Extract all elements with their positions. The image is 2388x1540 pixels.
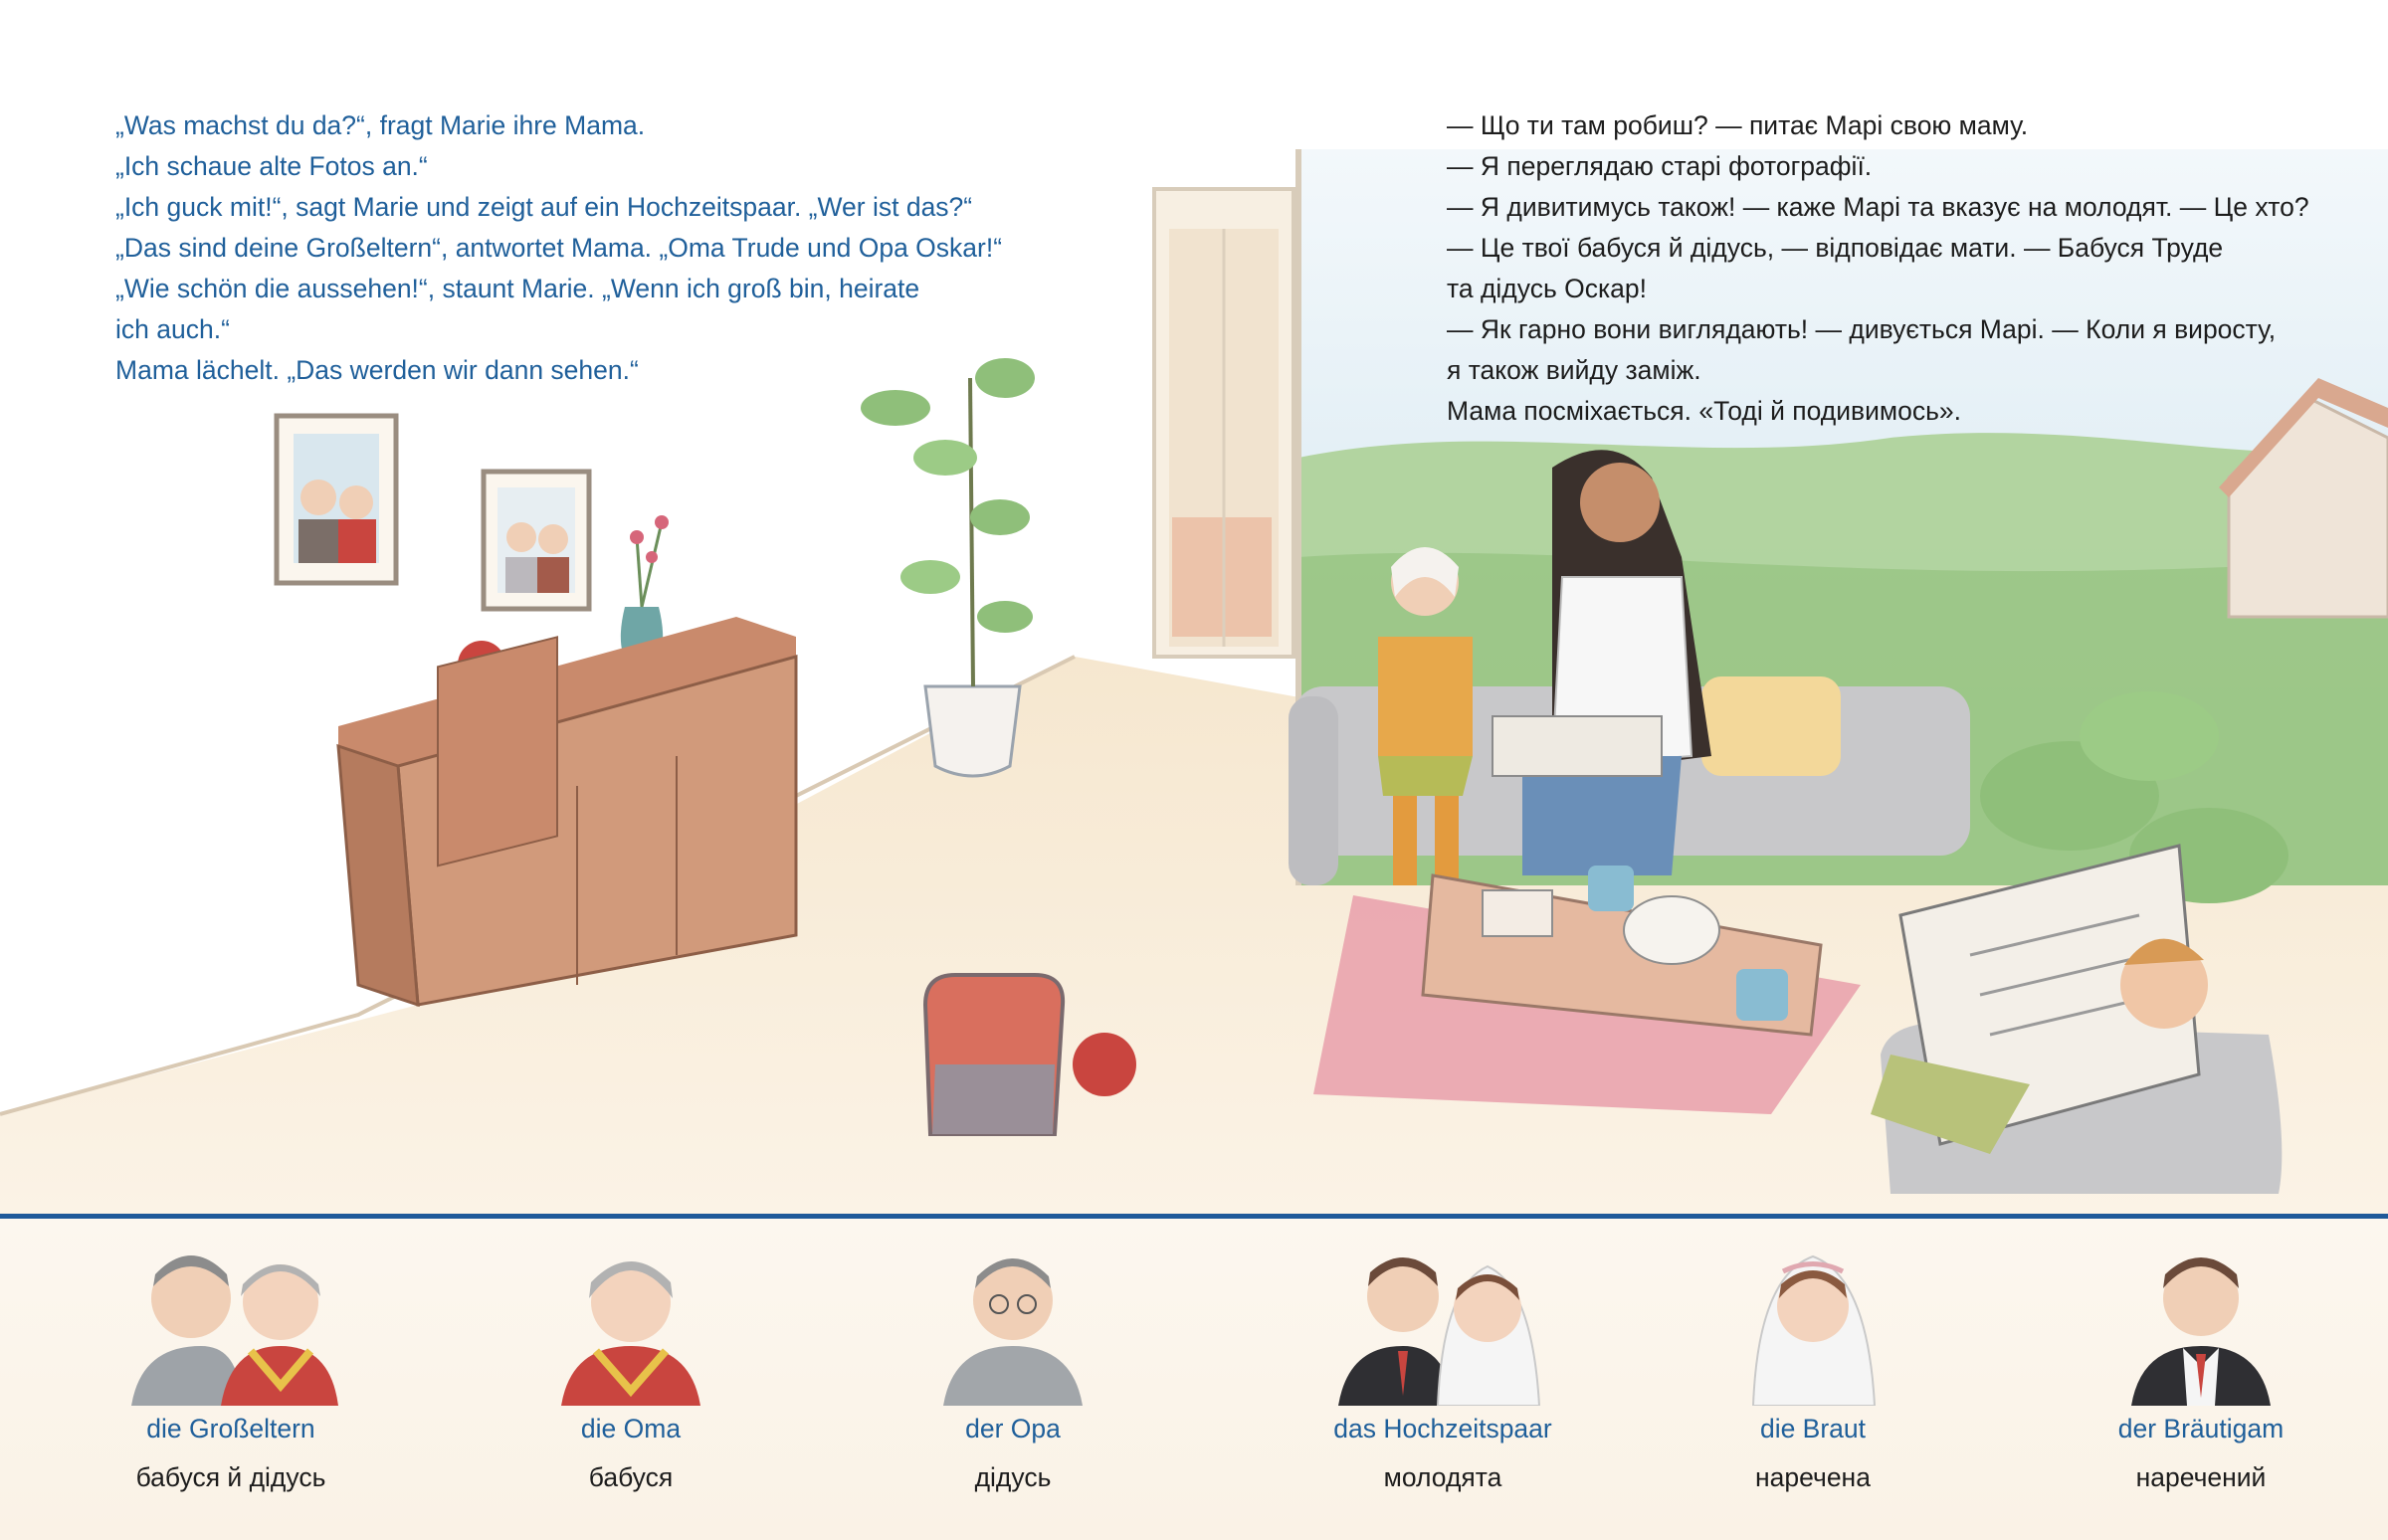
ukrainian-line: я також вийду заміж. — [1447, 355, 1701, 385]
vocab-german-label: der Bräutigam — [2117, 1414, 2285, 1444]
vocab-german-label: die Großeltern — [146, 1414, 315, 1444]
ukrainian-line: та дідусь Оскар! — [1447, 274, 1648, 303]
ukrainian-story-text — [1447, 105, 2309, 432]
ukrainian-line: — Як гарно вони виглядають! — дивується Марі. — Коли я виросту, — [1447, 314, 2277, 344]
vocab-ukrainian-label: бабуся й дідусь — [135, 1462, 326, 1492]
vocab-item-grandparents — [72, 1219, 390, 1540]
grandparents-icon — [111, 1227, 350, 1406]
vocab-item-bride — [1654, 1219, 1972, 1540]
german-line: „Ich guck mit!“, sagt Marie und zeigt auf ein Hochzeitspaar. „Wer ist das?“ — [115, 192, 973, 222]
ukrainian-line: — Що ти там робиш? — питає Марі свою маму. — [1447, 110, 2029, 140]
vocab-german-label: die Braut — [1759, 1414, 1867, 1444]
patio-door — [1154, 189, 1294, 657]
ukrainian-line: Мама посміхається. «Тоді й подивимось». — [1447, 396, 1962, 426]
vocab-ukrainian-label: наречена — [1755, 1462, 1871, 1492]
ukrainian-line: — Я переглядаю старі фотографії. — [1447, 151, 1873, 181]
ukrainian-line: — Я дивитимусь також! — каже Марі та вказує на молодят. — Це хто? — [1447, 192, 2309, 222]
german-line: Mama lächelt. „Das werden wir dann sehen.“ — [115, 355, 639, 385]
framed-photo-right — [484, 472, 589, 609]
wedding-couple-icon — [1328, 1227, 1557, 1406]
vocab-item-wedding-couple — [1284, 1219, 1602, 1540]
sideboard — [338, 617, 796, 1005]
vocab-item-groom — [2042, 1219, 2360, 1540]
vocab-item-grandmother — [472, 1219, 790, 1540]
bride-icon — [1723, 1227, 1902, 1406]
vocab-ukrainian-label: наречений — [2135, 1462, 2267, 1492]
vocab-german-label: das Hochzeitspaar — [1333, 1414, 1552, 1444]
german-line: „Ich schaue alte Fotos an.“ — [115, 151, 428, 181]
german-line: „Das sind deine Großeltern“, antwortet Mama. „Oma Trude und Opa Oskar!“ — [115, 233, 1003, 263]
german-line: „Wie schön die aussehen!“, staunt Marie. „Wenn ich groß bin, heirate — [115, 274, 920, 303]
grandmother-icon — [541, 1227, 720, 1406]
vocab-ukrainian-label: молодята — [1383, 1462, 1502, 1492]
vocab-german-label: die Oma — [580, 1414, 682, 1444]
german-line: „Was machst du da?“, fragt Marie ihre Mama. — [115, 110, 646, 140]
vocab-german-label: der Opa — [965, 1414, 1061, 1444]
potted-plant — [861, 358, 1035, 776]
german-line: ich auch.“ — [115, 314, 230, 344]
vocabulary-strip — [0, 1219, 2388, 1540]
groom-icon — [2111, 1227, 2290, 1406]
ukrainian-line: — Це твої бабуся й дідусь, — відповідає мати. — Бабуся Труде — [1447, 233, 2224, 263]
german-story-text — [115, 105, 1002, 391]
vocab-ukrainian-label: дідусь — [974, 1462, 1052, 1492]
vocab-item-grandfather — [854, 1219, 1172, 1540]
vocab-ukrainian-label: бабуся — [588, 1462, 674, 1492]
framed-photo-left — [277, 416, 396, 583]
grandfather-icon — [923, 1227, 1102, 1406]
